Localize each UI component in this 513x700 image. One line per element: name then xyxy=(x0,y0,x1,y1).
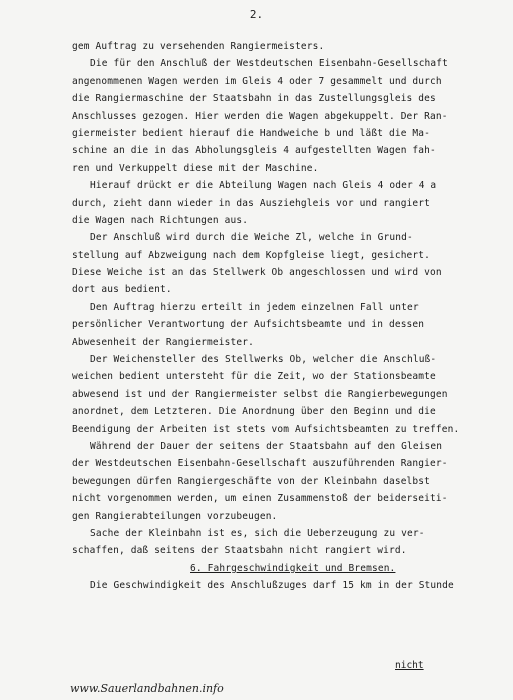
text-line: Der Weichensteller des Stellwerks Ob, welcher die Anschluß- xyxy=(90,354,437,366)
text-line: gem Auftrag zu versehenden Rangiermeisters. xyxy=(72,41,325,52)
text-line: Den Auftrag hierzu erteilt in jedem einzelnen Fall unter xyxy=(90,301,419,313)
text-line: angenommenen Wagen werden im Gleis 4 oder 7 gesammelt und durch xyxy=(72,75,442,87)
continuation-word: nicht xyxy=(395,660,424,671)
text-line: der Westdeutschen Eisenbahn-Gesellschaft auszuführenden Rangier- xyxy=(72,458,448,470)
watermark: www.Sauerlandbahnen.info xyxy=(70,682,224,695)
text-line: schaffen, daß seitens der Staatsbahn nicht rangiert wird. xyxy=(72,545,407,557)
text-line: Beendigung der Arbeiten ist stets vom Aufsichtsbeamten zu treffen. xyxy=(72,423,460,435)
text-line: anordnet, dem Letzteren. Die Anordnung über den Beginn und die xyxy=(72,406,436,418)
text-line: Diese Weiche ist an das Stellwerk Ob angeschlossen und wird von xyxy=(72,267,442,279)
text-line: Der Anschluß wird durch die Weiche Zl, welche in Grund- xyxy=(90,232,413,244)
text-line: die Wagen nach Richtungen aus. xyxy=(72,214,249,226)
text-line: schine an die in das Abholungsgleis 4 aufgestellten Wagen fah- xyxy=(72,145,436,157)
text-line: stellung auf Abzweigung nach dem Kopfgleise liegt, gesichert. xyxy=(72,249,431,261)
text-line: dort aus bedient. xyxy=(72,284,172,296)
text-line: Sache der Kleinbahn ist es, sich die Ueberzeugung zu ver- xyxy=(90,527,425,539)
body-text xyxy=(72,38,472,595)
text-line: ren und Verkuppelt diese mit der Maschine. xyxy=(72,162,319,174)
text-line: Während der Dauer der seitens der Staatsbahn auf den Gleisen xyxy=(90,440,443,452)
text-line: Abwesenheit der Rangiermeister. xyxy=(72,336,254,348)
text-line: Anschlusses gezogen. Hier werden die Wagen abgekuppelt. Der Ran- xyxy=(72,110,448,122)
text-line: Hierauf drückt er die Abteilung Wagen nach Gleis 4 oder 4 a xyxy=(90,180,437,192)
text-line: die Rangiermaschine der Staatsbahn in das Zustellungsgleis des xyxy=(72,93,436,105)
text-line: nicht vorgenommen werden, um einen Zusammenstoß der beiderseiti- xyxy=(72,493,448,505)
section-heading: 6. Fahrgeschwindigkeit und Bremsen. xyxy=(190,562,396,574)
text-line: bewegungen dürfen Rangiergeschäfte von der Kleinbahn daselbst xyxy=(72,475,431,487)
text-line: giermeister bedient hierauf die Handweiche b und läßt die Ma- xyxy=(72,127,431,139)
text-line: durch, zieht dann wieder in das Ausziehgleis vor und rangiert xyxy=(72,197,431,209)
text-line: weichen bedient untersteht für die Zeit, wo der Stationsbeamte xyxy=(72,371,436,383)
text-line: Die für den Anschluß der Westdeutschen Eisenbahn-Gesellschaft xyxy=(90,58,449,70)
text-line: gen Rangierabteilungen vorzubeugen. xyxy=(72,510,278,522)
page-number: 2. xyxy=(249,8,264,21)
text-line: persönlicher Verantwortung der Aufsichtsbeamte und in dessen xyxy=(72,319,425,331)
text-line: abwesend ist und der Rangiermeister selbst die Rangierbewegungen xyxy=(72,388,448,400)
text-line: Die Geschwindigkeit des Anschlußzuges darf 15 km in der Stunde xyxy=(90,580,454,592)
